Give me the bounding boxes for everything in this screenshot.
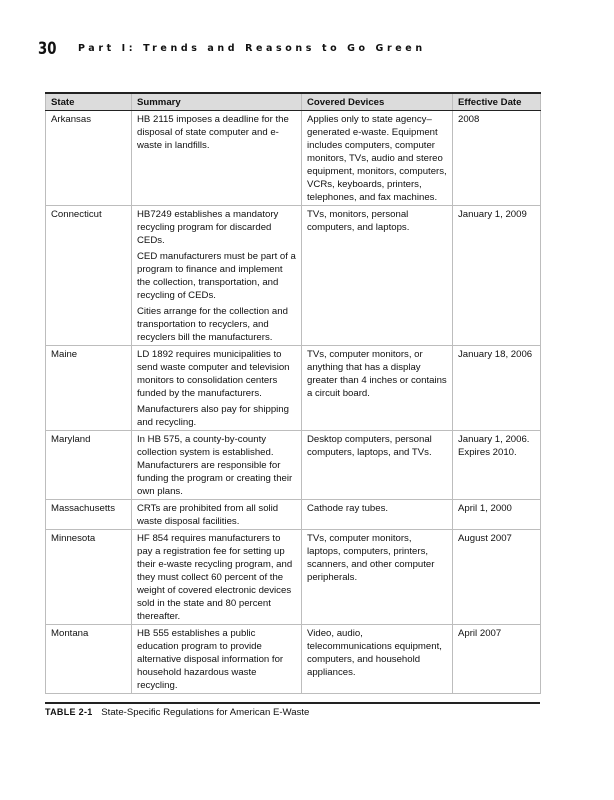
table-row <box>46 346 541 431</box>
state-cell: Minnesota <box>46 530 132 625</box>
summary-paragraph: CED manufacturers must be part of a program to finance and implement the collection, transportation, and recycling of CEDs. <box>137 251 296 301</box>
table-row <box>46 530 541 625</box>
date-cell: April 2007 <box>453 625 541 694</box>
table-row <box>46 625 541 694</box>
devices-cell: Applies only to state agency–generated e-waste. Equipment includes computers, computer monitors, TVs, audio and stereo equipment, monitors, computers, VCRs, keyboards, printers, telephones, and fax machines. <box>302 111 453 206</box>
state-cell: Maryland <box>46 431 132 500</box>
page-header <box>38 39 578 63</box>
header-row <box>46 93 541 111</box>
state-cell: Maine <box>46 346 132 431</box>
table-row <box>46 500 541 530</box>
caption-text: State-Specific Regulations for American E-Waste <box>101 707 310 718</box>
summary-paragraph: LD 1892 requires municipalities to send waste computer and television monitors to consolidation centers funded by the manufacturers. <box>137 349 290 399</box>
summary-paragraph: Manufacturers also pay for shipping and recycling. <box>137 404 289 428</box>
summary-paragraph: In HB 575, a county-by-county collection system is established. Manufacturers are responsible for funding the program or creating their own plans. <box>137 434 293 497</box>
devices-cell: Cathode ray tubes. <box>302 500 453 530</box>
table-body <box>46 111 541 694</box>
summary-paragraph: HB7249 establishes a mandatory recycling program for discarded CEDs. <box>137 209 279 246</box>
state-cell: Massachusetts <box>46 500 132 530</box>
devices-cell: TVs, computer monitors, or anything that has a display greater than 4 inches or contains a circuit board. <box>302 346 453 431</box>
summary-paragraph: HB 2115 imposes a deadline for the disposal of state computer and e-waste in landfills. <box>137 114 289 151</box>
column-header-state: State <box>46 93 132 111</box>
table-header <box>46 93 541 111</box>
column-header-effective-date: Effective Date <box>453 93 541 111</box>
page-number: 30 <box>38 39 57 59</box>
date-cell: January 18, 2006 <box>453 346 541 431</box>
summary-cell <box>132 625 302 694</box>
date-cell: August 2007 <box>453 530 541 625</box>
summary-paragraph: CRTs are prohibited from all solid waste disposal facilities. <box>137 503 279 527</box>
date-cell: 2008 <box>453 111 541 206</box>
table-row <box>46 206 541 346</box>
summary-cell <box>132 431 302 500</box>
caption-label <box>45 707 93 717</box>
summary-cell <box>132 346 302 431</box>
summary-cell <box>132 530 302 625</box>
state-cell: Connecticut <box>46 206 132 346</box>
summary-paragraph: HF 854 requires manufacturers to pay a registration fee for setting up their e-waste recycling program, and they must collect 60 percent of the weight of covered electronic devices sold in the state and 80 percent thereafter. <box>137 533 293 622</box>
table-row <box>46 431 541 500</box>
column-header-summary: Summary <box>132 93 302 111</box>
regulations-table <box>45 92 541 694</box>
devices-cell: Video, audio, telecommunications equipment, computers, and household appliances. <box>302 625 453 694</box>
running-head: Part I: Trends and Reasons to Go Green <box>78 43 426 54</box>
summary-paragraph: Cities arrange for the collection and transportation to recyclers, and recyclers bill the manufacturers. <box>137 306 288 343</box>
date-cell: April 1, 2000 <box>453 500 541 530</box>
summary-cell <box>132 206 302 346</box>
devices-cell: TVs, monitors, personal computers, and laptops. <box>302 206 453 346</box>
caption-label-word: TABLE <box>45 707 76 717</box>
summary-paragraph: HB 555 establishes a public education program to provide alternative disposal information for household hazardous waste recycling. <box>137 628 284 691</box>
date-cell: January 1, 2006. Expires 2010. <box>453 431 541 500</box>
devices-cell: Desktop computers, personal computers, laptops, and TVs. <box>302 431 453 500</box>
state-cell: Montana <box>46 625 132 694</box>
column-header-covered-devices: Covered Devices <box>302 93 453 111</box>
table-row <box>46 111 541 206</box>
caption-number: 2-1 <box>78 707 93 717</box>
summary-cell <box>132 500 302 530</box>
summary-cell <box>132 111 302 206</box>
table-caption <box>45 702 540 718</box>
date-cell: January 1, 2009 <box>453 206 541 346</box>
state-cell: Arkansas <box>46 111 132 206</box>
devices-cell: TVs, computer monitors, laptops, computers, printers, scanners, and other computer peripherals. <box>302 530 453 625</box>
